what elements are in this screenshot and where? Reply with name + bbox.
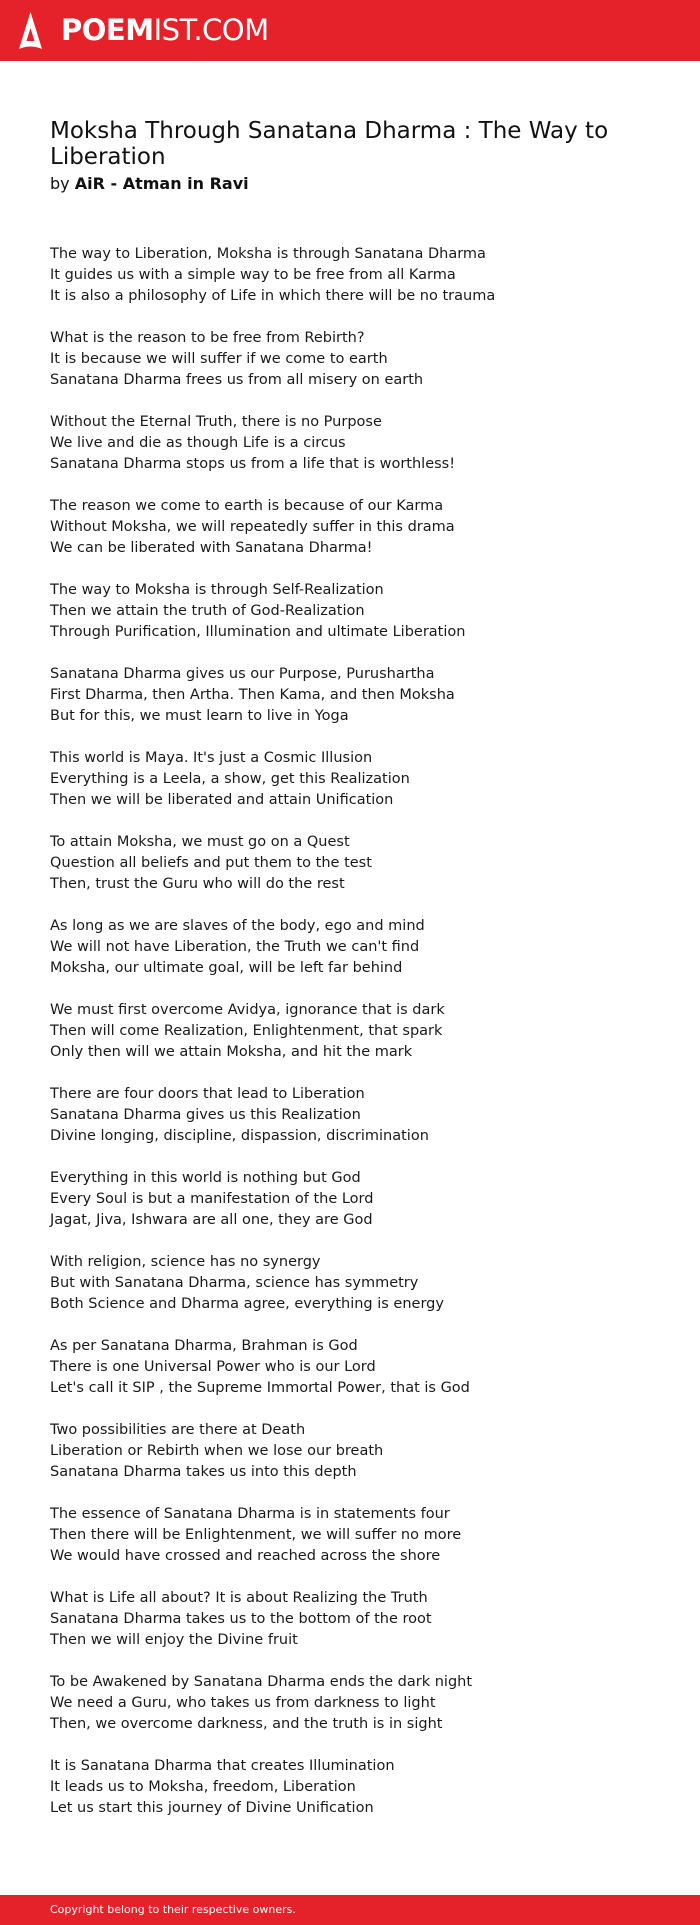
poem-line: It leads us to Moksha, freedom, Liberation — [50, 1779, 356, 1795]
poem-line: It is also a philosophy of Life in which there will be no trauma — [50, 288, 496, 304]
poem-line: We live and die as though Life is a circus — [50, 435, 346, 451]
poem-line: The way to Moksha is through Self-Realization — [50, 582, 384, 598]
poem-line: What is Life all about? It is about Realizing the Truth — [50, 1590, 428, 1606]
poem-line: Sanatana Dharma stops us from a life that is worthless! — [50, 456, 456, 472]
poem-line: We would have crossed and reached across the shore — [50, 1548, 441, 1564]
poem-line: Jagat, Jiva, Ishwara are all one, they are God — [50, 1212, 373, 1228]
poem-line: To be Awakened by Sanatana Dharma ends the dark night — [50, 1674, 473, 1690]
poem-line: Sanatana Dharma takes us into this depth — [50, 1464, 357, 1480]
poem-line: Sanatana Dharma frees us from all misery on earth — [50, 372, 424, 388]
byline — [50, 173, 249, 195]
stanza — [50, 328, 670, 391]
stanza — [50, 412, 670, 475]
poem-line: Question all beliefs and put them to the test — [50, 855, 372, 871]
poem-line: Liberation or Rebirth when we lose our breath — [50, 1443, 384, 1459]
poem-line: It guides us with a simple way to be free from all Karma — [50, 267, 456, 283]
logo-light-text: IST.COM — [153, 13, 269, 47]
poem-line: Then, trust the Guru who will do the rest — [50, 876, 345, 892]
poem-line: There are four doors that lead to Liberation — [50, 1086, 365, 1102]
poem-line: We will not have Liberation, the Truth we can't find — [50, 939, 420, 955]
poem-line: Through Purification, Illumination and ultimate Liberation — [50, 624, 466, 640]
footer-bar — [0, 1895, 700, 1925]
stanza — [50, 244, 670, 307]
poem-line: Everything is a Leela, a show, get this Realization — [50, 771, 410, 787]
poem-line: Then we will be liberated and attain Unification — [50, 792, 394, 808]
poem-line: Every Soul is but a manifestation of the Lord — [50, 1191, 374, 1207]
poem-line: This world is Maya. It's just a Cosmic Illusion — [50, 750, 373, 766]
stanza — [50, 1252, 670, 1315]
poem-line: We can be liberated with Sanatana Dharma! — [50, 540, 373, 556]
poem-line: Without Moksha, we will repeatedly suffer in this drama — [50, 519, 455, 535]
site-logo[interactable] — [61, 12, 269, 48]
stanza — [50, 1672, 670, 1735]
poem-line: Then, we overcome darkness, and the truth is in sight — [50, 1716, 443, 1732]
stanza — [50, 1000, 670, 1063]
poem-line: As long as we are slaves of the body, ego and mind — [50, 918, 425, 934]
stanza — [50, 1168, 670, 1231]
stanza — [50, 1420, 670, 1483]
poem-line: Sanatana Dharma gives us our Purpose, Purushartha — [50, 666, 435, 682]
poem-line: Sanatana Dharma gives us this Realization — [50, 1107, 361, 1123]
pen-nib-icon — [17, 11, 44, 51]
poem-line: Two possibilities are there at Death — [50, 1422, 306, 1438]
author-name: AiR - Atman in Ravi — [74, 174, 249, 193]
header-bar — [0, 0, 700, 61]
poem-line: But with Sanatana Dharma, science has symmetry — [50, 1275, 419, 1291]
poem-line: Sanatana Dharma takes us to the bottom of the root — [50, 1611, 432, 1627]
poem-line: Then we will enjoy the Divine fruit — [50, 1632, 298, 1648]
stanza — [50, 748, 670, 811]
poem-line: What is the reason to be free from Rebirth? — [50, 330, 365, 346]
stanza — [50, 580, 670, 643]
copyright-text: Copyright belong to their respective owners. — [50, 1903, 296, 1916]
poem-line: Let's call it SIP , the Supreme Immortal Power, that is God — [50, 1380, 470, 1396]
poem-line: Divine longing, discipline, dispassion, discrimination — [50, 1128, 429, 1144]
poem-line: To attain Moksha, we must go on a Quest — [50, 834, 350, 850]
stanza — [50, 916, 670, 979]
poem-line: It is Sanatana Dharma that creates Illumination — [50, 1758, 395, 1774]
stanza — [50, 1504, 670, 1567]
poem-line: The reason we come to earth is because of our Karma — [50, 498, 444, 514]
poem-line: The essence of Sanatana Dharma is in statements four — [50, 1506, 450, 1522]
poem-line: Then there will be Enlightenment, we will suffer no more — [50, 1527, 462, 1543]
poem-body — [50, 244, 670, 1840]
by-label: by — [50, 174, 70, 193]
stanza — [50, 1588, 670, 1651]
poem-line: Then will come Realization, Enlightenment, that spark — [50, 1023, 443, 1039]
poem-line: There is one Universal Power who is our Lord — [50, 1359, 376, 1375]
poem-line: As per Sanatana Dharma, Brahman is God — [50, 1338, 358, 1354]
poem-line: With religion, science has no synergy — [50, 1254, 321, 1270]
poem-line: Everything in this world is nothing but God — [50, 1170, 361, 1186]
stanza — [50, 832, 670, 895]
logo-bold-text: POEM — [61, 13, 154, 47]
poem-line: We must first overcome Avidya, ignorance that is dark — [50, 1002, 445, 1018]
poem-title: Moksha Through Sanatana Dharma : The Way to Liberation — [50, 118, 609, 170]
stanza — [50, 1756, 670, 1819]
poem-line: We need a Guru, who takes us from darkness to light — [50, 1695, 436, 1711]
poem-line: But for this, we must learn to live in Yoga — [50, 708, 349, 724]
stanza — [50, 664, 670, 727]
stanza — [50, 1084, 670, 1147]
stanza — [50, 1336, 670, 1399]
poem-line: First Dharma, then Artha. Then Kama, and then Moksha — [50, 687, 455, 703]
stanza — [50, 496, 670, 559]
poem-line: Both Science and Dharma agree, everything is energy — [50, 1296, 444, 1312]
poem-line: It is because we will suffer if we come to earth — [50, 351, 388, 367]
poem-line: The way to Liberation, Moksha is through Sanatana Dharma — [50, 246, 486, 262]
poem-line: Let us start this journey of Divine Unification — [50, 1800, 374, 1816]
poem-line: Moksha, our ultimate goal, will be left far behind — [50, 960, 403, 976]
poem-line: Without the Eternal Truth, there is no Purpose — [50, 414, 382, 430]
poem-line: Only then will we attain Moksha, and hit the mark — [50, 1044, 413, 1060]
poem-line: Then we attain the truth of God-Realization — [50, 603, 365, 619]
